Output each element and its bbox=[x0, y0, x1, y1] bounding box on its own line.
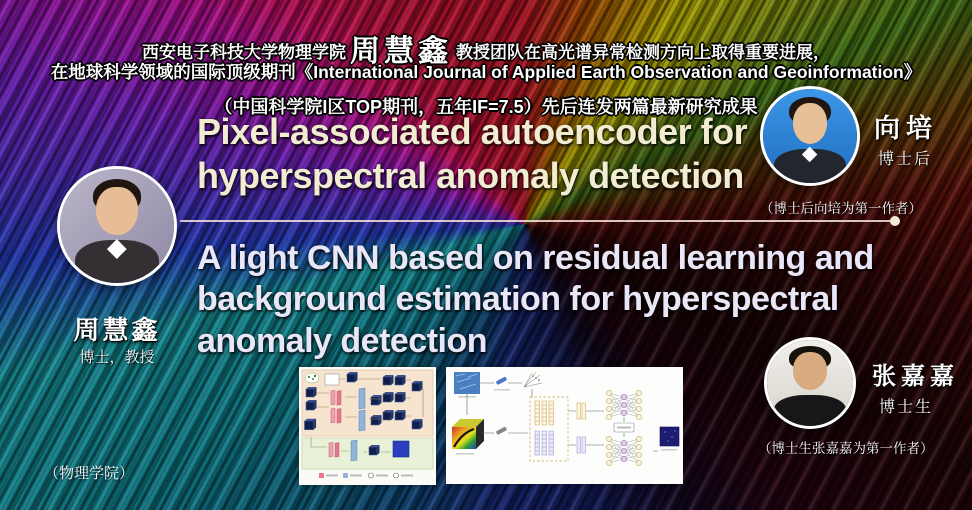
zhou-name-label: 周慧鑫 bbox=[73, 316, 161, 346]
portrait-zhang-face bbox=[793, 352, 827, 390]
divider-line bbox=[180, 220, 892, 222]
paper1-figure-graphic bbox=[299, 367, 436, 485]
xiang-first-author-caption: （博士后向培为第一作者） bbox=[760, 201, 922, 216]
zhang-first-author-caption: （博士生张嘉嘉为第一作者） bbox=[758, 441, 934, 456]
xiang-name-label: 向培 bbox=[874, 114, 939, 144]
portrait-zhang-jiajia bbox=[764, 337, 856, 429]
paper1-title-line2: hyperspectral anomaly detection bbox=[197, 154, 744, 196]
header-line-1-prefix: 西安电子科技大学物理学院 bbox=[142, 43, 346, 62]
header-line-1-suffix: 教授团队在高光谱异常检测方向上取得重要进展， bbox=[456, 43, 830, 62]
zhang-role-label: 博士生 bbox=[879, 399, 934, 416]
zhou-role-label: 博士，教授 bbox=[79, 349, 155, 366]
professor-name-calligraphy: 周慧鑫 bbox=[350, 34, 452, 69]
paper2-title-line1: A light CNN based on residual learning and bbox=[197, 239, 874, 277]
paper1-title bbox=[197, 110, 747, 198]
xiang-role-label: 博士后 bbox=[878, 151, 933, 168]
paper2-title-line3: anomaly detection bbox=[197, 321, 488, 360]
header-line-2-journal: 在地球科学领域的国际顶级期刊《International Journal of Applied Earth Observation and Geoinformation》 bbox=[50, 62, 922, 82]
portrait-zhou-huixin bbox=[57, 166, 177, 286]
zhang-name-label: 张嘉嘉 bbox=[872, 361, 959, 390]
portrait-zhou-face bbox=[96, 187, 137, 235]
portrait-zhang-shirt bbox=[774, 395, 846, 429]
paper2-title-line2: background estimation for hyperspectral bbox=[197, 280, 839, 319]
header-line-3-impact: （中国科学院I区TOP期刊，五年IF=7.5）先后连发两篇最新研究成果 bbox=[214, 97, 758, 117]
department-label: （物理学院） bbox=[44, 465, 135, 482]
divider-end-dot bbox=[890, 216, 900, 226]
paper1-architecture-figure bbox=[299, 367, 436, 485]
paper2-figure-graphic bbox=[446, 367, 683, 484]
paper2-flowchart-figure bbox=[446, 367, 683, 484]
portrait-xiang-pei bbox=[760, 86, 860, 186]
paper1-title-line1: Pixel-associated autoencoder for bbox=[197, 111, 748, 152]
